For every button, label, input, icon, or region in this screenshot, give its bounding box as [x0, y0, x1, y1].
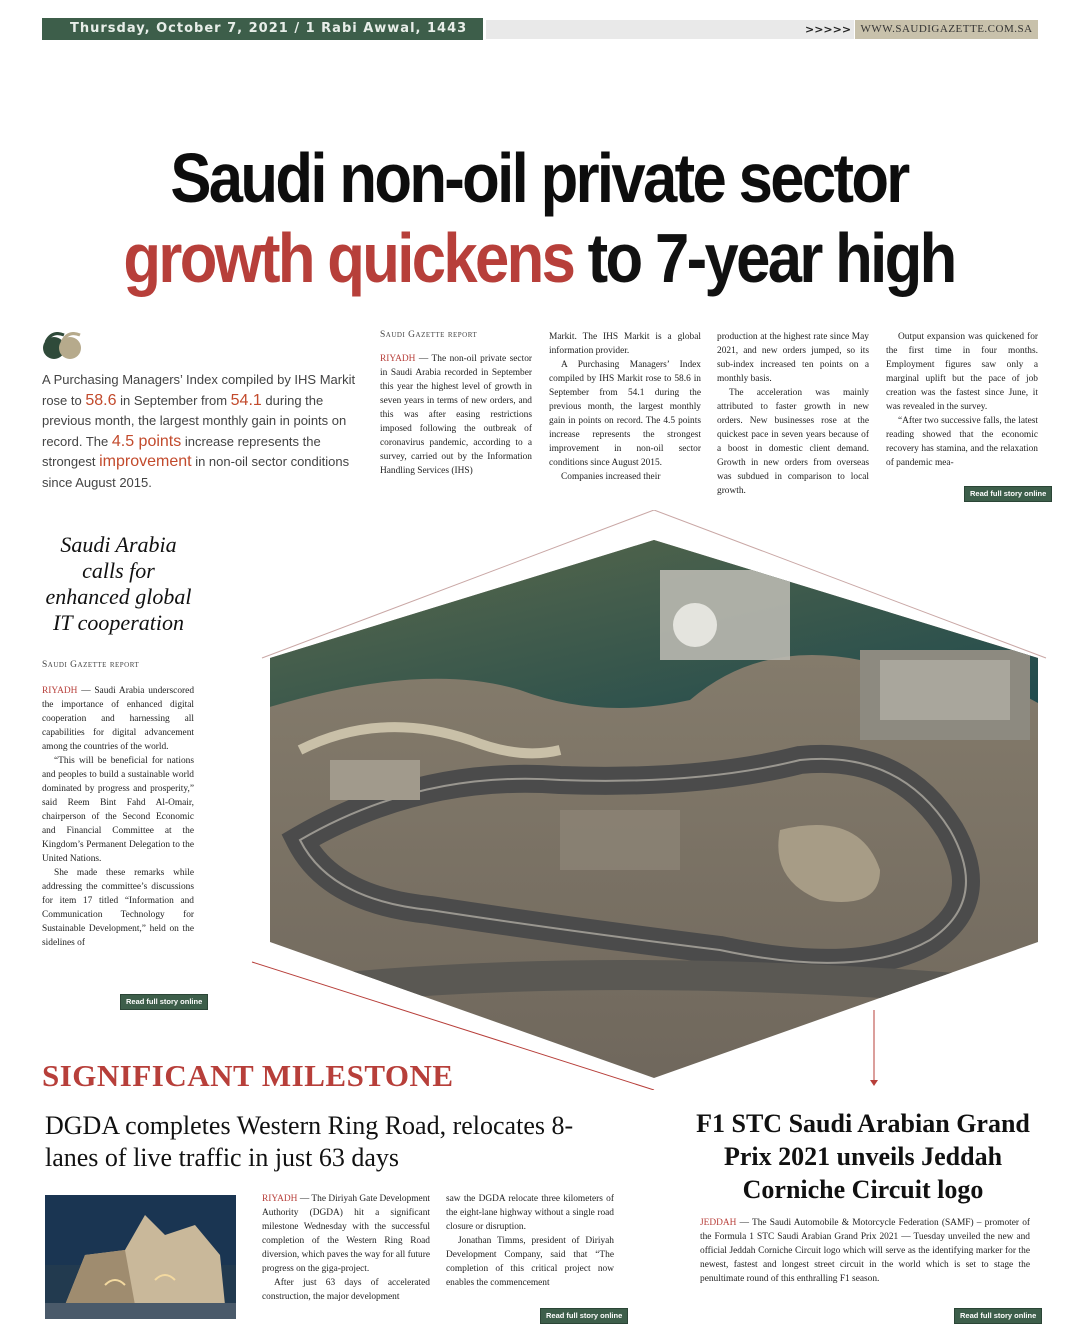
diriyah-photo — [45, 1195, 236, 1319]
pull-quote: A Purchasing Managers’ Index compiled by IHS Markit rose to 58.6 in September from 54.1 during the previous month, the largest monthly gain in points on record. The 4.5 points increase represents the strongest improvement in non-oil sector conditions since August 2015. — [42, 372, 356, 490]
dgda-read-more-button[interactable]: Read full story online — [540, 1308, 628, 1324]
read-more-button[interactable]: Read full story online — [964, 486, 1052, 502]
quote-icon — [42, 332, 82, 360]
headline-line-2 — [65, 218, 1014, 298]
article-column-1: RIYADH — The non-oil private sector in Saudi Arabia recorded in September this year the highest level of growth in seven years in terms of new orders, and this was after easing restrictions imposed following the outbreak of coronavirus pandemic, according to a survey, carried out by the Information Handling Services (IHS) — [380, 354, 533, 476]
dgda-column-1: RIYADH — The Diriyah Gate Development Authority (DGDA) hit a significant milestone Wednesday with the successful completion of the Western Ring Road diversion, which paves the way for all future progress on the giga-project. After just 63 days of accelerated construction, the major development — [262, 1194, 430, 1302]
dgda-story-title: DGDA completes Western Ring Road, relocates 8-lanes of live traffic in just 63 days — [45, 1111, 574, 1172]
article-column-4: Output expansion was quickened for the first time in four months. Employment figures saw only a marginal uplift but the pace of job creation was the fastest since June, it was revealed in the survey. “After two successive falls, the latest reading showed that the economic recovery has stamina, and the relaxation of pandemic mea- — [886, 332, 1038, 468]
headline-line-1: Saudi non-oil private sector — [170, 139, 908, 217]
website-link[interactable]: WWW.SAUDIGAZETTE.COM.SA — [855, 20, 1038, 39]
headline-tail: to 7-year high — [573, 219, 955, 297]
article-column-2: Markit. The IHS Markit is a global information provider. A Purchasing Managers’ Index compiled by IHS Markit rose to 58.6 in September from 54.1 during the previous month, the largest monthly gain in points on record. The 4.5 points increase represents the strongest improvement in non-oil sector conditions since August 2015. Companies increased their — [549, 332, 701, 482]
masthead-strip — [486, 20, 854, 39]
it-story-title: Saudi Arabia calls for enhanced global IT cooperation — [45, 532, 192, 635]
it-read-more-button[interactable]: Read full story online — [120, 994, 208, 1010]
f1-story-title: F1 STC Saudi Arabian Grand Prix 2021 unveils Jeddah Corniche Circuit logo — [696, 1109, 1030, 1204]
section-kicker: SIGNIFICANT MILESTONE — [42, 1058, 454, 1093]
headline-highlight: growth quickens — [123, 219, 574, 297]
date-bar: Thursday, October 7, 2021 / 1 Rabi Awwal, 1443 — [42, 18, 483, 40]
byline: Saudi Gazette report — [380, 330, 478, 340]
dateline: RIYADH — [380, 354, 416, 364]
it-byline: Saudi Gazette report — [42, 660, 140, 670]
dgda-column-2: saw the DGDA relocate three kilometers of the eight-lane highway without a single road closure or disruption. Jonathan Timms, president of Diriyah Development Company, said that “The completion of this critical project now enables the commencement — [446, 1194, 614, 1288]
f1-story-body: JEDDAH — The Saudi Automobile & Motorcycle Federation (SAMF) – promoter of the Formula 1 STC Saudi Arabian Grand Prix 2021 — Tuesday unveiled the new and official Jeddah Corniche Circuit logo which will serve as the identifying marker for the newest, fastest and longest street circuit in the world which is set to stage the penultimate round of this enthralling F1 season. — [700, 1218, 1030, 1284]
f1-read-more-button[interactable]: Read full story online — [954, 1308, 1042, 1324]
it-story-body: RIYADH — Saudi Arabia underscored the importance of enhanced digital cooperation and harnessing all capabilities for digital advancement among the countries of the world. “This will be beneficial for nations and peoples to build a sustainable world dominated by progress and prosperity,” said Reem Bint Fahd Al-Omair, chairperson of the Second Economic and Financial Committee at the Kingdom’s Permanent Delegation to the United Nations. She made these remarks while addressing the committee’s discussions for item 17 titled “Information and Communication Technology for Sustainable Development,” held on the sidelines of — [42, 686, 195, 948]
arrows-glyph: >>>>> — [805, 23, 852, 36]
article-column-3: production at the highest rate since May 2021, and new orders jumped, so its sub-index increased ten points on a monthly basis. The acceleration was mainly attributed to faster growth in new orders. New businesses rose at the quickest pace in seven years because of a boost in domestic client demand. Growth in new orders from overseas was subdued in comparison to local growth. — [717, 332, 869, 496]
